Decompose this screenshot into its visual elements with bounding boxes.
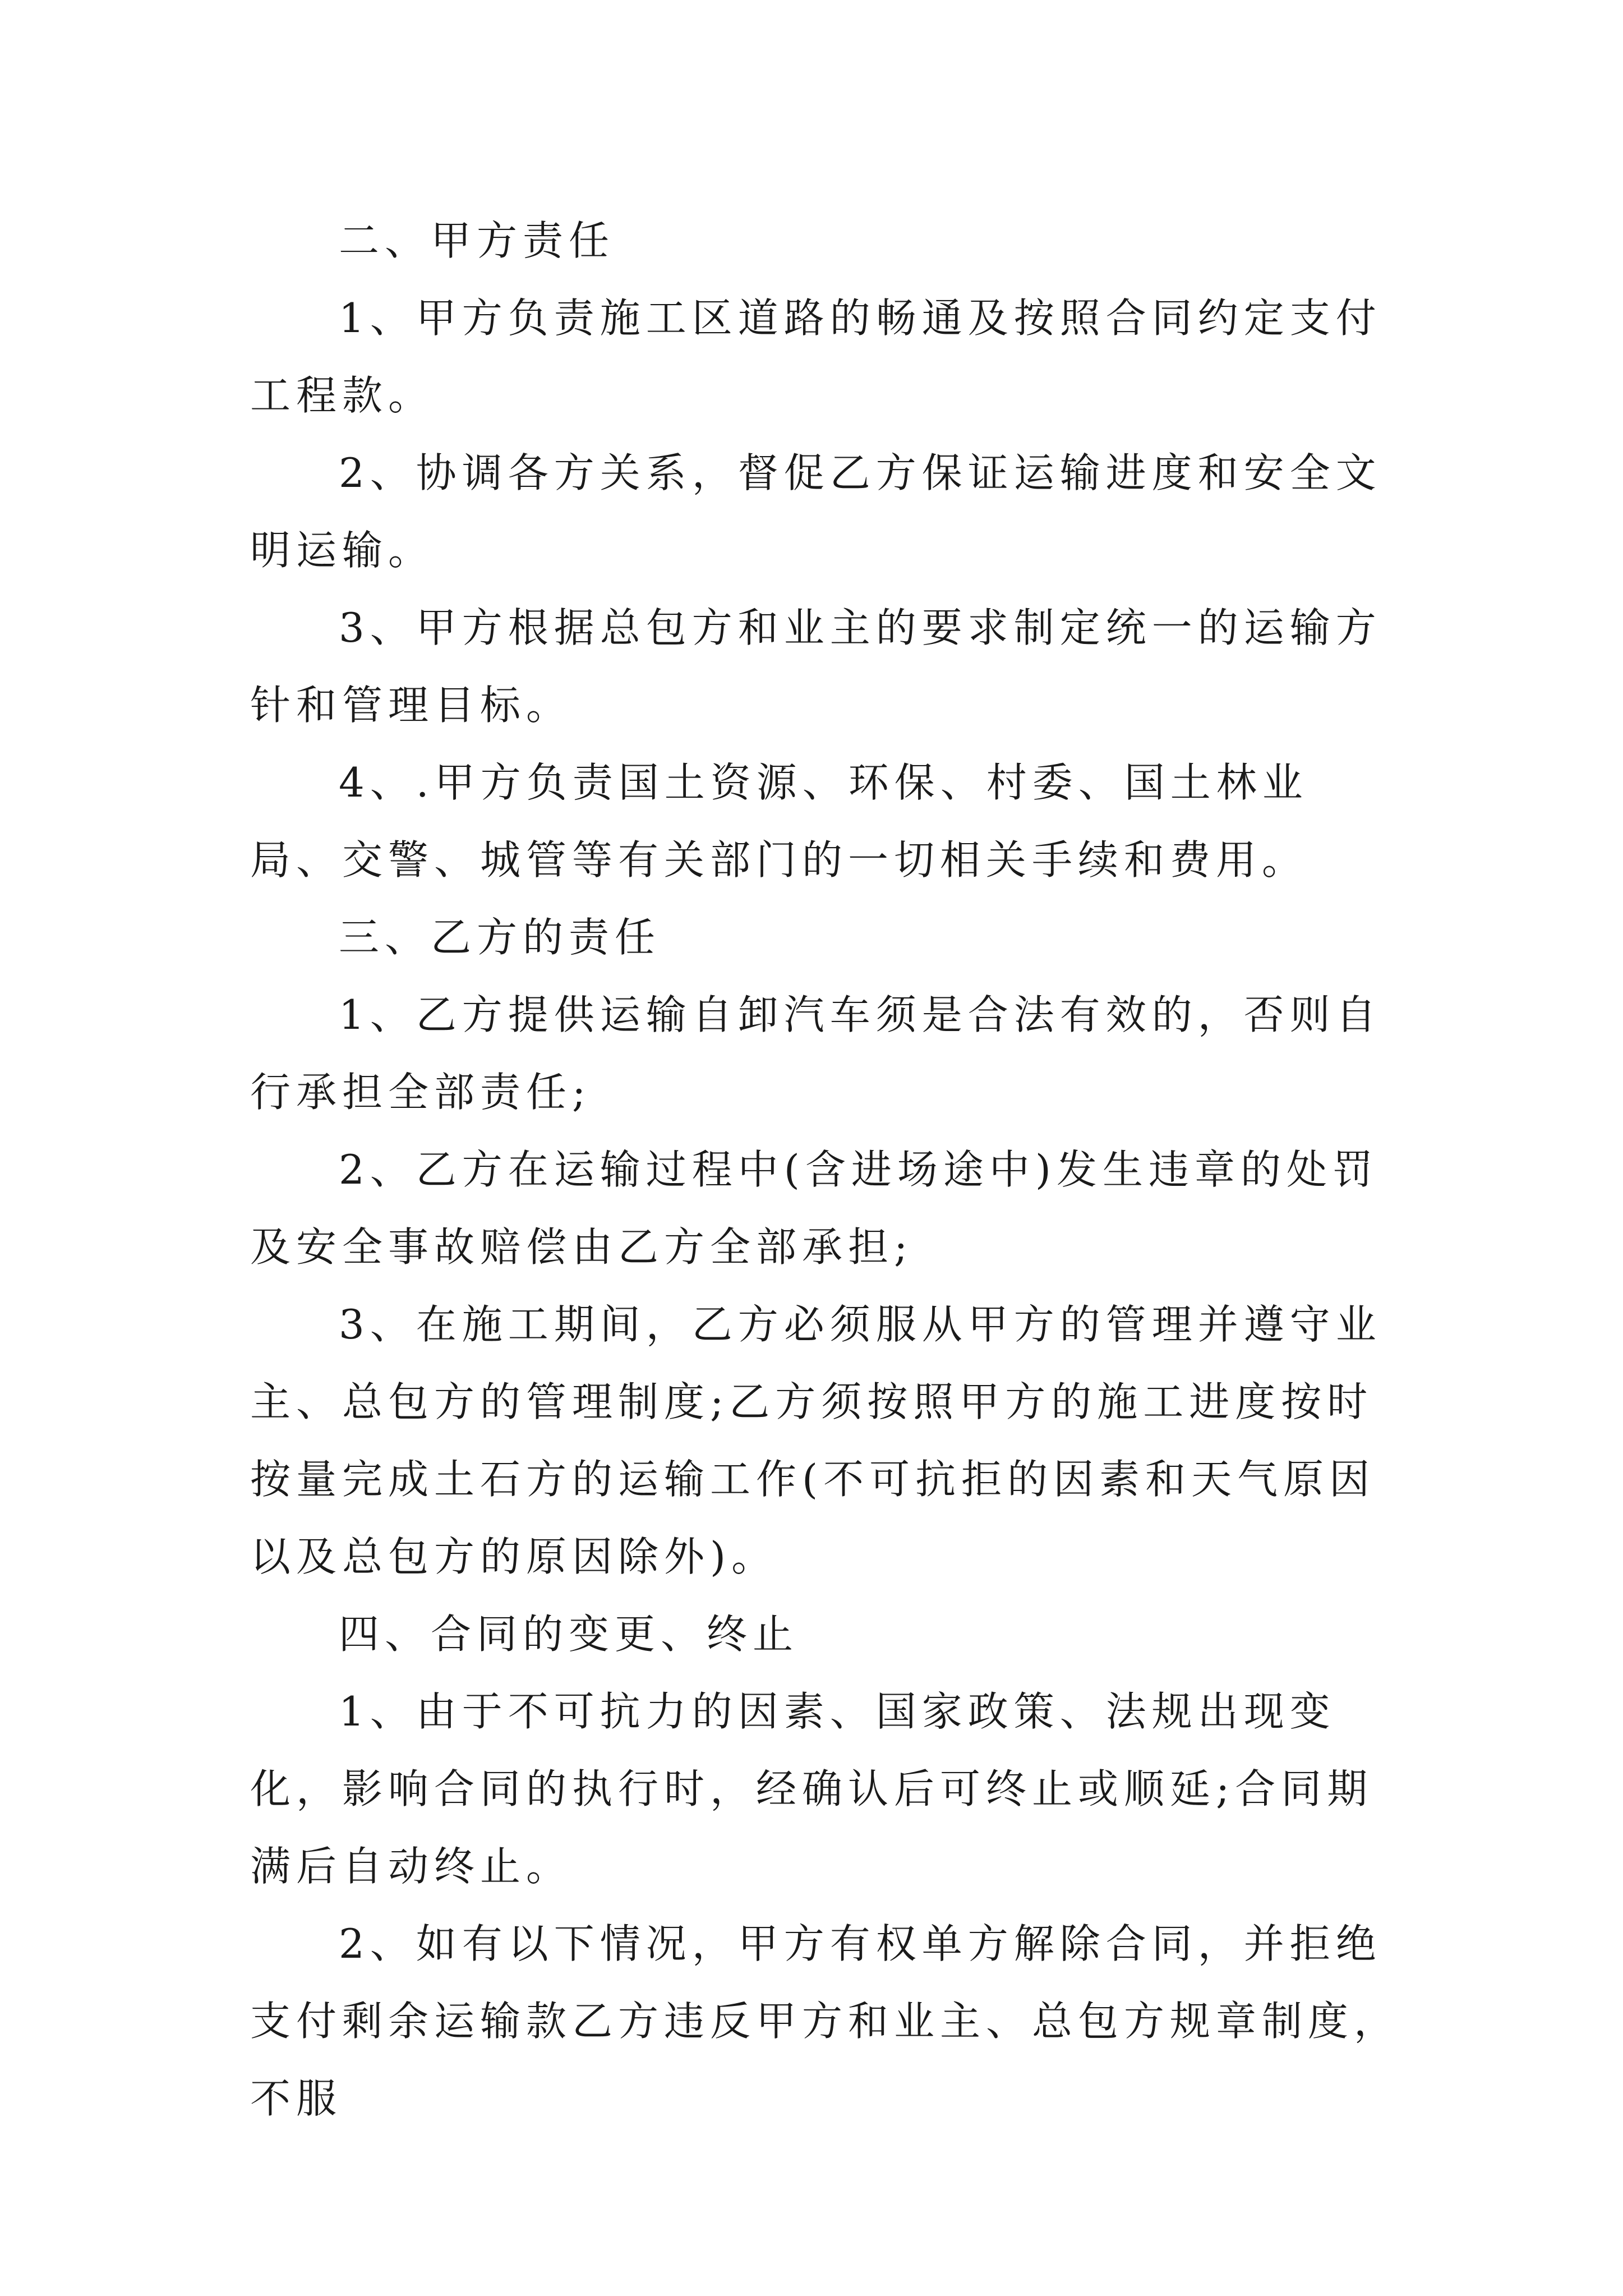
paragraph: 3、在施工期间，乙方必须服从甲方的管理并遵守业主、总包方的管理制度;乙方须按照甲方的施工进度按时按量完成土石方的运输工作(不可抗拒的因素和天气原因以及总包方的原因除外)。	[250, 1301, 1382, 1580]
paragraph: 4、.甲方负责国土资源、环保、村委、国土林业局、交警、城管等有关部门的一切相关手续和费用。	[250, 759, 1308, 884]
section-heading-party-b-responsibility: 三、乙方的责任	[339, 914, 661, 961]
paragraph: 1、由于不可抗力的因素、国家政策、法规出现变化，影响合同的执行时，经确认后可终止或顺延;合同期满后自动终止。	[250, 1688, 1373, 1890]
paragraph: 2、协调各方关系，督促乙方保证运输进度和安全文明运输。	[250, 449, 1382, 574]
document-body	[250, 202, 1400, 2137]
paragraph: 2、如有以下情况，甲方有权单方解除合同，并拒绝支付剩余运输款乙方违反甲方和业主、总包方规章制度，不服	[250, 1920, 1400, 2122]
paragraph: 3、甲方根据总包方和业主的要求制定统一的运输方针和管理目标。	[250, 604, 1382, 729]
paragraph: 2、乙方在运输过程中(含进场途中)发生违章的处罚及安全事故赔偿由乙方全部承担;	[250, 1146, 1378, 1271]
paragraph: 1、乙方提供运输自卸汽车须是合法有效的，否则自行承担全部责任;	[250, 991, 1382, 1116]
section-heading-party-a-responsibility: 二、甲方责任	[339, 217, 615, 264]
section-heading-contract-change: 四、合同的变更、终止	[339, 1611, 799, 1658]
paragraph: 1、甲方负责施工区道路的畅通及按照合同约定支付工程款。	[250, 295, 1382, 419]
